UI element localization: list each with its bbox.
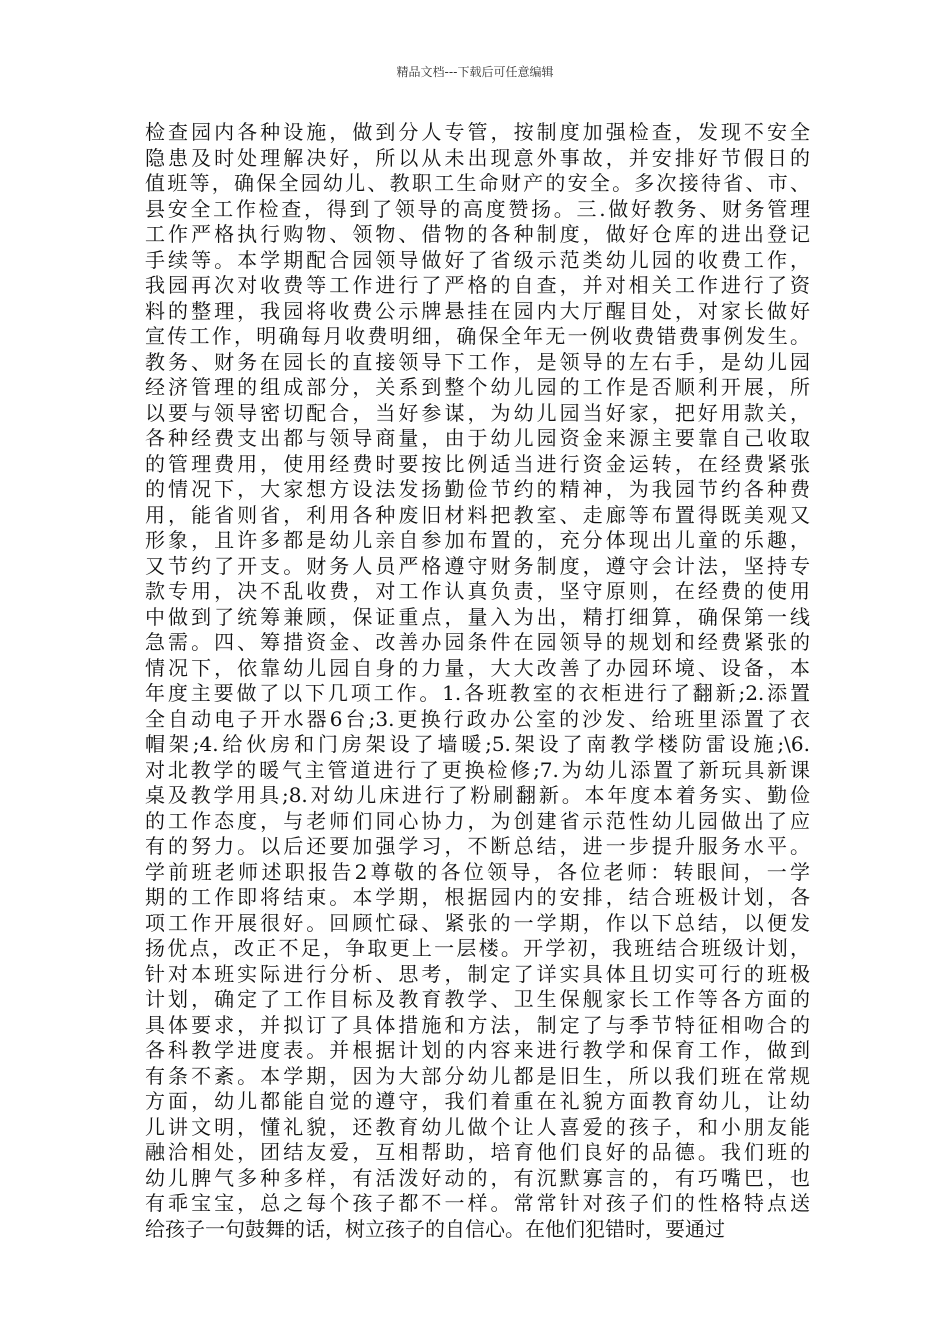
text-line: 有的努力。以后还要加强学习，不断总结，进一步提升服务水平。 — [145, 834, 810, 858]
text-line: 计划，确定了工作目标及教育教学、卫生保舰家长工作等各方面的 — [145, 987, 810, 1011]
text-line: 给孩子一句鼓舞的话，树立孩子的自信心。在他们犯错时，要通过 — [145, 1216, 725, 1241]
text-line: 又节约了开支。财务人员严格遵守财务制度，遵守会计法，坚持专 — [145, 553, 810, 578]
text-line: 值班等，确保全园幼儿、教职工生命财产的安全。多次接待省、市、 — [145, 171, 810, 195]
text-line: 经济管理的组成部分，关系到整个幼儿园的工作是否顺利开展，所 — [145, 375, 810, 399]
text-line: 手续等。本学期配合园领导做好了省级示范类幼儿园的收费工作， — [145, 247, 810, 272]
text-line: 针对本班实际进行分析、思考，制定了详实具体且切实可行的班极 — [145, 961, 810, 986]
text-line: 全自动电子开水器6台;3.更换行政办公室的沙发、给班里添置了衣 — [145, 706, 810, 731]
text-line: 各科教学进度表。并根据计划的内容来进行教学和保育工作，做到 — [145, 1038, 810, 1062]
text-line: 中做到了统筹兼顾，保证重点，量入为出，精打细算，确保第一线 — [145, 604, 810, 629]
text-line: 具体要求，并拟订了具体措施和方法，制定了与季节特征相吻合的 — [145, 1012, 810, 1037]
text-line: 帽架;4.给伙房和门房架设了墙暖;5.架设了南教学楼防雷设施;\6. — [145, 732, 810, 756]
text-line: 县安全工作检查，得到了领导的高度赞扬。三.做好教务、财务管理 — [145, 196, 810, 221]
text-line: 用，能省则省，利用各种废旧材料把教室、走廊等布置得既美观又 — [145, 502, 810, 527]
text-line: 有乖宝宝，总之每个孩子都不一样。常常针对孩子们的性格特点送 — [145, 1191, 810, 1215]
text-line: 工作严格执行购物、领物、借物的各种制度，做好仓库的进出登记 — [145, 222, 810, 246]
text-line: 扬优点，改正不足，争取更上一层楼。开学初，我班结合班级计划， — [145, 936, 810, 960]
text-line: 项工作开展很好。回顾忙碌、紧张的一学期，作以下总结，以便发 — [145, 910, 810, 935]
text-line: 融洽相处，团结友爱，互相帮助，培育他们良好的品德。我们班的 — [145, 1140, 810, 1164]
text-line: 桌及教学用具;8.对幼儿床进行了粉刷翻新。本年度本着务实、勤俭 — [145, 783, 810, 807]
text-line: 幼儿脾气多种多样，有活泼好动的，有沉默寡言的，有巧嘴巴，也 — [145, 1165, 810, 1190]
text-line: 宣传工作，明确每月收费明细，确保全年无一例收费错费事例发生。 — [145, 324, 810, 348]
text-line: 形象，且许多都是幼儿亲自参加布置的，充分体现出儿童的乐趣， — [145, 528, 810, 552]
text-line: 期的工作即将结束。本学期，根据园内的安排，结合班极计划，各 — [145, 885, 810, 909]
text-line: 我园再次对收费等工作进行了严格的自查，并对相关工作进行了资 — [145, 273, 810, 297]
text-line: 检查园内各种设施，做到分人专管，按制度加强检查，发现不安全 — [145, 120, 810, 144]
text-line: 的管理费用，使用经费时要按比例适当进行资金运转，在经费紧张 — [145, 451, 810, 476]
text-line: 各种经费支出都与领导商量，由于幼儿园资金来源主要靠自己收取 — [145, 426, 810, 450]
text-line: 方面，幼儿都能自觉的遵守，我们着重在礼貌方面教育幼儿，让幼 — [145, 1089, 810, 1113]
text-line: 的情况下，大家想方设法发扬勤俭节约的精神，为我园节约各种费 — [145, 477, 810, 501]
text-line: 儿讲文明，懂礼貌，还教育幼儿做个让人喜爱的孩子，和小朋友能 — [145, 1114, 810, 1139]
text-line: 年度主要做了以下几项工作。1.各班教室的衣柜进行了翻新;2.添置 — [145, 681, 810, 705]
page-header: 精品文档---下载后可任意编辑 — [396, 65, 554, 79]
text-line: 情况下，依靠幼儿园自身的力量，大大改善了办园环境、设备，本 — [145, 655, 810, 680]
document-body — [145, 120, 810, 1242]
text-line: 隐患及时处理解决好，所以从未出现意外事故，并安排好节假日的 — [145, 145, 810, 170]
text-line: 学前班老师述职报告2尊敬的各位领导，各位老师：转眼间，一学 — [145, 859, 810, 884]
text-line: 急需。四、筹措资金、改善办园条件在园领导的规划和经费紧张的 — [145, 630, 810, 654]
text-line: 对北教学的暖气主管道进行了更换检修;7.为幼儿添置了新玩具新课 — [145, 757, 810, 782]
text-line: 的工作态度，与老师们同心协力，为创建省示范性幼儿园做出了应 — [145, 808, 810, 833]
text-line: 有条不紊。本学期，因为大部分幼儿都是旧生，所以我们班在常规 — [145, 1063, 810, 1088]
text-line: 以要与领导密切配合，当好参谋，为幼儿园当好家，把好用款关， — [145, 400, 810, 425]
text-line: 款专用，决不乱收费，对工作认真负责，坚守原则，在经费的使用 — [145, 579, 810, 603]
text-line: 教务、财务在园长的直接领导下工作，是领导的左右手，是幼儿园 — [145, 349, 810, 374]
text-line: 料的整理，我园将收费公示牌悬挂在园内大厅醒目处，对家长做好 — [145, 298, 810, 323]
